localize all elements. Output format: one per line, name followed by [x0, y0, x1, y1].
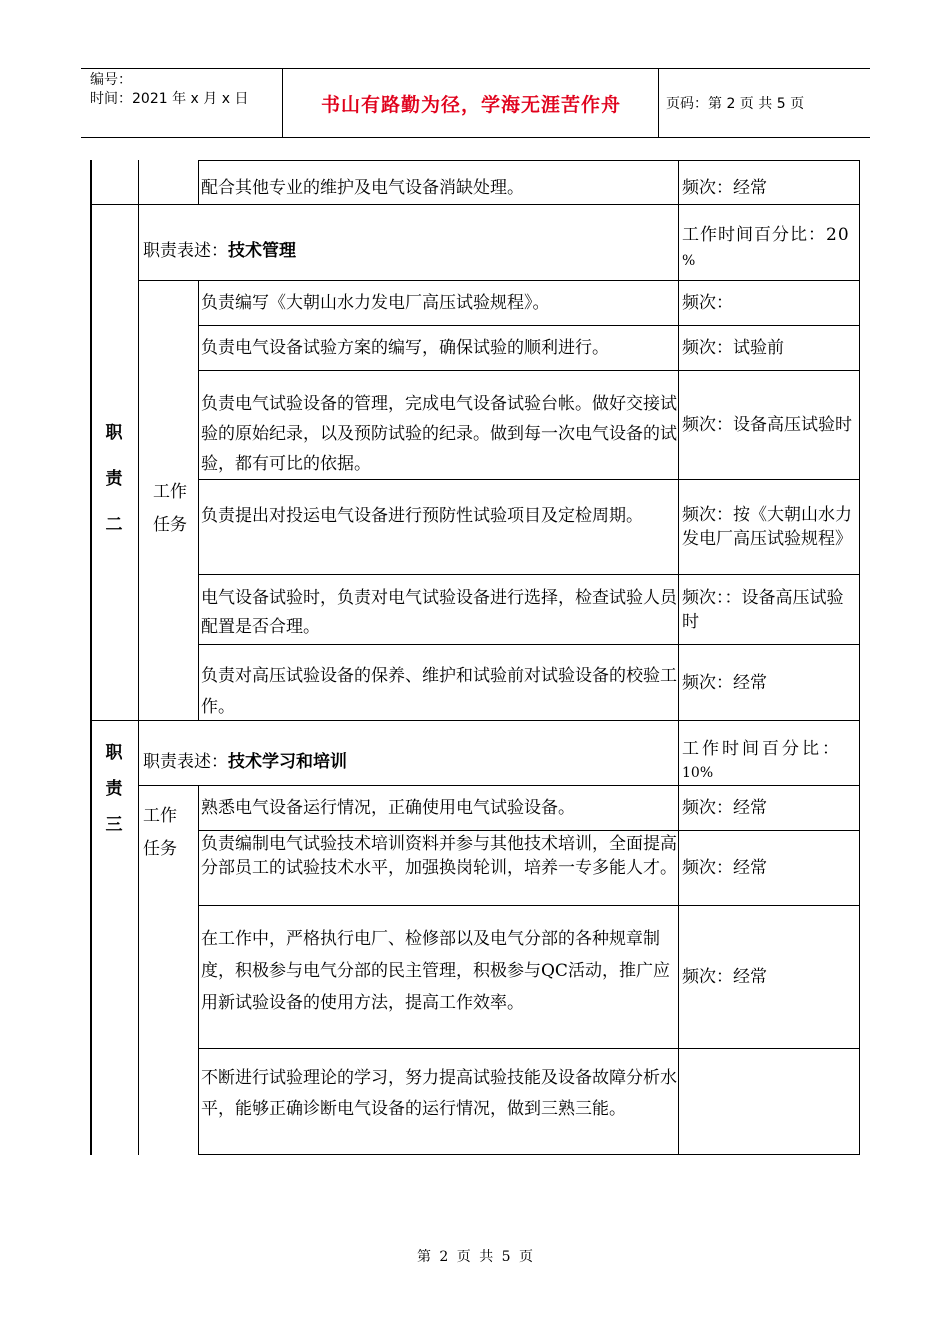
task-frequency: 频次：经常	[682, 858, 767, 878]
table-border	[678, 160, 679, 1155]
task-frequency: 频次：按《大朝山水力发电厂高压试验规程》	[682, 505, 852, 549]
time-percentage	[682, 222, 858, 274]
task-frequency: 频次：	[682, 293, 733, 313]
task-text: 负责电气试验设备的管理，完成电气设备试验台帐。做好交接试验的原始纪录，以及预防试验的纪录。做到每一次电气设备的试验，都有可比的依据。	[201, 394, 677, 474]
task-frequency: 频次：经常	[682, 798, 767, 818]
task-text: 负责编制电气试验技术培训资料并参与其他技术培训，全面提高分部员工的试验技术水平，加强换岗轮训，培养一专多能人才。	[201, 834, 677, 878]
table-border	[138, 160, 139, 1155]
time-percentage-line: 10%	[682, 765, 714, 781]
task-text: 熟悉电气设备运行情况，正确使用电气试验设备。	[201, 798, 575, 818]
header-divider	[282, 69, 283, 137]
page-header	[81, 68, 870, 138]
work-task-label: 工作任务	[143, 806, 177, 859]
header-motto: 书山有路勤为径，学海无涯苦作舟	[320, 93, 621, 116]
time-percentage-line: 工作时间百分比：20	[682, 225, 850, 245]
document-number: 编号：	[90, 72, 132, 88]
task-frequency: 频次：经常	[682, 178, 767, 198]
duty-title: 职责二	[105, 423, 123, 535]
duty-description-value: 技术学习和培训	[228, 752, 347, 772]
task-frequency: 频次：试验前	[682, 338, 784, 358]
table-border	[198, 1154, 860, 1155]
time-percentage	[682, 737, 858, 785]
work-task-label: 工作任务	[153, 482, 187, 535]
task-text: 负责电气设备试验方案的编写，确保试验的顺利进行。	[201, 338, 609, 358]
task-frequency: 频次：：设备高压试验时	[682, 587, 844, 632]
task-text: 负责提出对投运电气设备进行预防性试验项目及定检周期。	[201, 506, 643, 526]
duty-title: 职责三	[105, 743, 123, 835]
duty-description	[143, 749, 347, 775]
task-text: 电气设备试验时，负责对电气试验设备进行选择，检查试验人员配置是否合理。	[201, 588, 677, 637]
task-text: 负责对高压试验设备的保养、维护和试验前对试验设备的校验工作。	[201, 666, 677, 717]
document-date: 时间：2021 年 x 月 x 日	[90, 91, 249, 107]
time-percentage-line: 工作时间百分比：	[682, 739, 842, 759]
task-frequency: 频次：设备高压试验时	[682, 415, 852, 435]
task-text: 在工作中，严格执行电厂、检修部以及电气分部的各种规章制度，积极参与电气分部的民主管理，积极参与QC活动，推广应用新试验设备的使用方法，提高工作效率。	[201, 929, 670, 1013]
task-text: 不断进行试验理论的学习，努力提高试验技能及设备故障分析水平，能够正确诊断电气设备的运行情况，做到三熟三能。	[201, 1068, 677, 1119]
header-meta	[90, 71, 248, 109]
task-text: 配合其他专业的维护及电气设备消缺处理。	[201, 178, 524, 198]
table-border	[198, 786, 199, 1155]
table-border	[90, 204, 860, 205]
task-text: 负责编写《大朝山水力发电厂高压试验规程》。	[201, 293, 550, 313]
duty-description-label: 职责表述：	[143, 752, 228, 772]
page-number: 页码：第 2 页 共 5 页	[666, 96, 805, 112]
table-border	[198, 160, 199, 205]
duty-description	[143, 238, 296, 264]
time-percentage-line: %	[682, 253, 697, 269]
task-frequency: 频次：经常	[682, 967, 767, 987]
table-border	[198, 160, 860, 161]
task-frequency	[682, 1049, 858, 1154]
table-border	[198, 281, 199, 720]
header-divider	[658, 69, 659, 137]
duty-description-value: 技术管理	[228, 241, 296, 261]
table-border	[90, 160, 92, 1155]
table-border	[859, 160, 860, 1155]
duty-description-label: 职责表述：	[143, 241, 228, 261]
page-footer: 第 2 页 共 5 页	[416, 1249, 534, 1265]
task-frequency: 频次：经常	[682, 672, 767, 693]
